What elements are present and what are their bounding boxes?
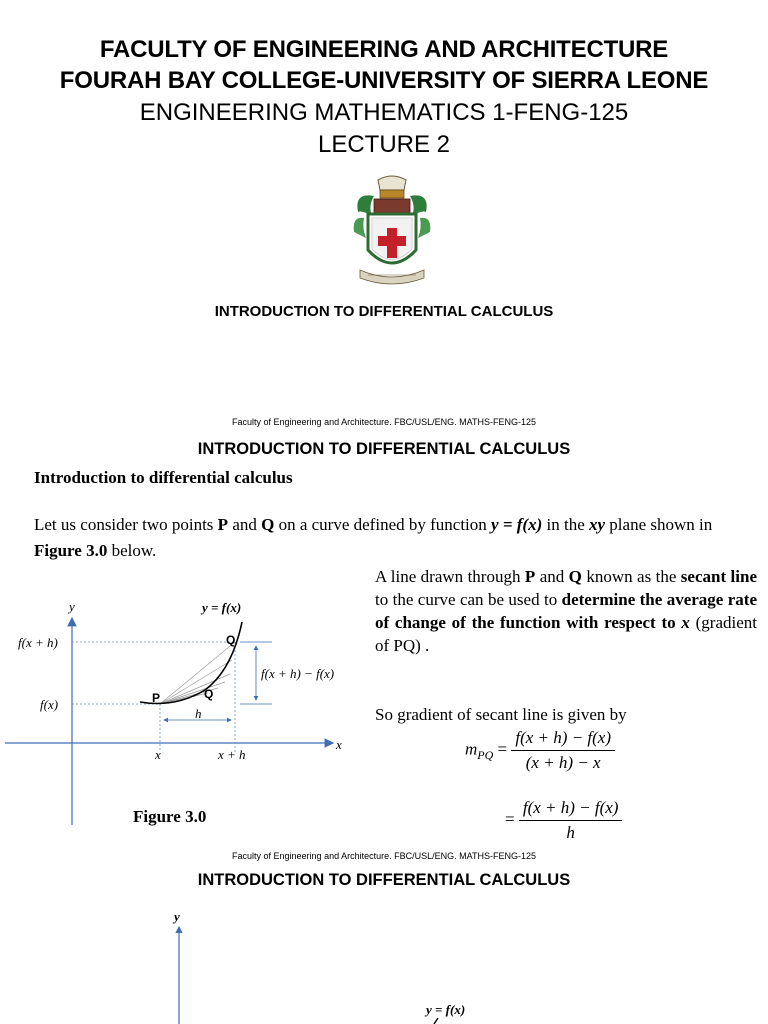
gradient-equation: $m_{PQ}$ = $\frac{f(x + h) - f(x)}{(x + h) - x}$ bbox=[465, 726, 615, 775]
lecture-title: LECTURE 2 bbox=[317, 131, 451, 158]
figure-caption: Figure 3.0 bbox=[133, 807, 207, 826]
x-axis-label: x bbox=[336, 737, 342, 752]
h-label: h bbox=[195, 706, 202, 721]
curve-label: y = f(x) bbox=[202, 600, 242, 615]
equation-numerator: f(x + h) − f(x) bbox=[511, 726, 615, 751]
point-p-label: P bbox=[152, 691, 161, 705]
slide-footer: Faculty of Engineering and Architecture. FBC/USL/ENG. MATHS-FENG-125 bbox=[232, 851, 536, 861]
lecture-subtitle: INTRODUCTION TO DIFFERENTIAL CALCULUS bbox=[214, 303, 554, 320]
faculty-title: FACULTY OF ENGINEERING AND ARCHITECTURE bbox=[99, 36, 669, 63]
y-axis-label: y bbox=[69, 599, 75, 614]
slide-title: INTRODUCTION TO DIFFERENTIAL CALCULUS bbox=[197, 440, 571, 458]
point-q-label: Q bbox=[226, 633, 236, 647]
point-q2-label: Q bbox=[204, 687, 214, 701]
college-title: FOURAH BAY COLLEGE-UNIVERSITY OF SIERRA LEONE bbox=[59, 67, 709, 94]
gradient-text: So gradient of secant line is given by bbox=[375, 705, 627, 724]
xh-tick-label: x + h bbox=[218, 747, 246, 762]
secant-line-figure bbox=[0, 590, 370, 835]
curve-label: y = f(x) bbox=[426, 1002, 466, 1017]
course-title: ENGINEERING MATHEMATICS 1-FENG-125 bbox=[139, 99, 629, 126]
slide-title: INTRODUCTION TO DIFFERENTIAL CALCULUS bbox=[197, 871, 571, 889]
university-crest-logo bbox=[350, 172, 434, 290]
x-tick-label: x bbox=[155, 747, 161, 762]
figure-partial bbox=[150, 905, 510, 1024]
equation-numerator: f(x + h) − f(x) bbox=[519, 796, 623, 821]
equation-denominator: h bbox=[566, 823, 575, 842]
fxh-label: f(x + h) bbox=[18, 635, 58, 650]
difference-label: f(x + h) − f(x) bbox=[261, 666, 335, 681]
section-heading: Introduction to differential calculus bbox=[34, 468, 293, 487]
intro-paragraph: Let us consider two points P and Q on a curve defined by function y = f(x) in the xy plane shown in Figure 3.0 below. bbox=[34, 515, 713, 560]
simplified-equation: = $\frac{f(x + h) - f(x)}{h}$ bbox=[505, 796, 622, 845]
secant-paragraph: A line drawn through P and Q known as the secant line to the curve can be used to determine the average rate of change of the function with respect to x (gradient of PQ) . bbox=[375, 567, 758, 655]
y-axis-label: y bbox=[174, 909, 180, 924]
fx-label: f(x) bbox=[40, 697, 59, 712]
slide-footer: Faculty of Engineering and Architecture. FBC/USL/ENG. MATHS-FENG-125 bbox=[232, 417, 536, 427]
equation-denominator: (x + h) − x bbox=[525, 753, 601, 772]
